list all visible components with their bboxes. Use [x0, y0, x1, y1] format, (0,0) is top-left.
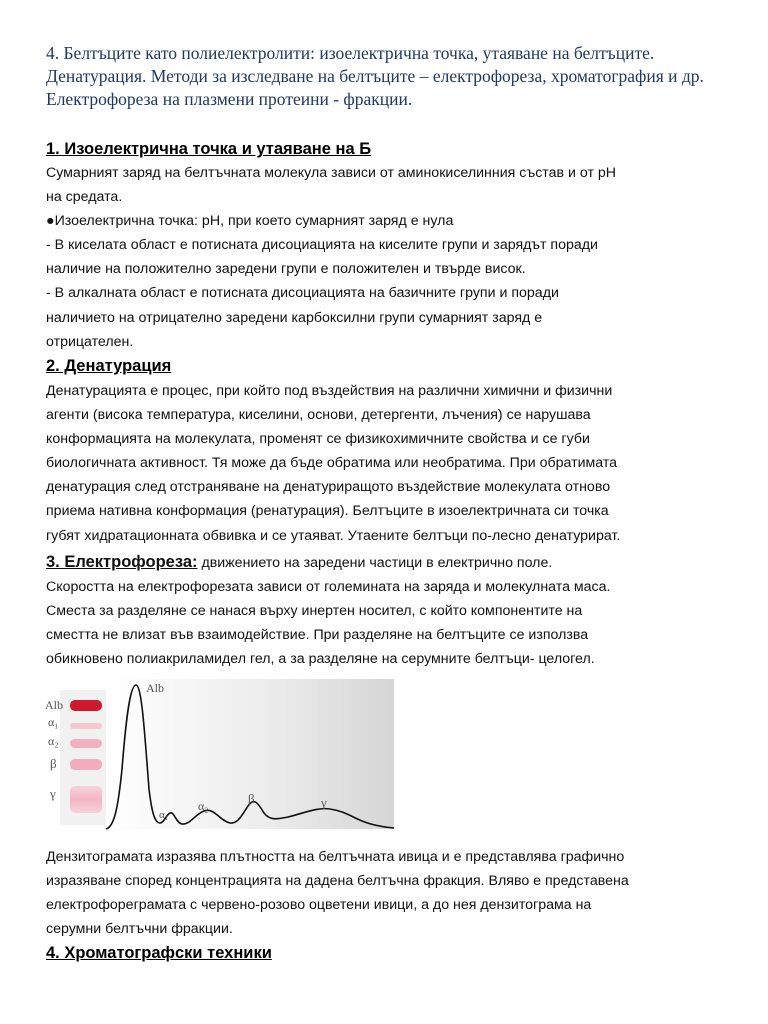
- text-line: наличие на положително заредени групи е положителен и твърде висок.: [46, 261, 526, 278]
- text-line: агенти (висока температура, киселини, основи, детергенти, лъчения) се нарушава: [46, 407, 591, 424]
- text-line: денатурация след отстраняване на денатуриращото въздействие молекулата отново: [46, 479, 611, 496]
- text-line: Денатурацията е процес, при който под въздействия на различни химични и физични: [46, 383, 613, 399]
- text-line: серумни белтъчни фракции.: [46, 921, 233, 938]
- figure-caption: [46, 845, 726, 941]
- strip-label-beta: β: [50, 756, 57, 771]
- band-gamma: [70, 786, 102, 813]
- text-line: обикновено полиакриламидел гел, а за разделяне на серумните белтъци- целогел.: [46, 651, 595, 668]
- peak-label-gamma: γ: [321, 795, 327, 810]
- text-line: - В киселата област е потисната дисоциацията на киселите групи и зарядът поради: [46, 237, 598, 254]
- text-line: - В алкалната област е потисната дисоциацията на базичните групи и поради: [46, 285, 559, 302]
- text-line: сместта не влизат във взаимодействие. При разделяне на белтъците се използва: [46, 627, 589, 644]
- strip-label-alpha1: α₁: [48, 715, 59, 729]
- section-3-heading-line: [46, 550, 726, 575]
- text-line: приема нативна конформация (ренатурация). Белтъците в изоелектричната си точка: [46, 503, 609, 520]
- section-1-body: [46, 161, 726, 354]
- text-line: биологичната активност. Тя може да бъде обратима или необратима. При обратимата: [46, 455, 618, 472]
- band-alpha2: [70, 739, 102, 748]
- text-line: Сместа за разделяне се нанася върху инертен носител, с който компонентите на: [46, 603, 583, 620]
- peak-label-alpha2: α₂: [198, 799, 209, 813]
- peak-label-alpha1: α₁: [159, 809, 169, 821]
- section-2-body: [46, 379, 726, 548]
- text-line: Скоростта на електрофорезата зависи от големината на заряда и молекулната маса.: [46, 579, 611, 596]
- text-line: отрицателен.: [46, 333, 134, 350]
- strip-label-alpha2: α₂: [48, 734, 59, 748]
- band-albumin: [70, 700, 102, 711]
- section-1-heading: 1. Изоелектрична точка и утаяване на Б: [46, 140, 372, 158]
- document-title: 4. Белтъците като полиелектролити: изоелектрична точка, утаяване на белтъците. Денатурация. Методи за изследване на белтъците – електрофореза, хроматография и др. Електрофореза на плазмени протеини - фракции.: [46, 43, 704, 109]
- band-beta: [70, 759, 102, 770]
- section-4-heading: 4. Хроматографски техники: [46, 944, 272, 962]
- text-line: на средата.: [46, 189, 123, 206]
- band-alpha1: [70, 723, 102, 729]
- text-line: наличието на отрицателно заредени карбоксилни групи сумарният заряд е: [46, 309, 543, 326]
- strip-label-gamma: γ: [50, 786, 56, 801]
- section-3-heading: 3. Електрофореза:: [46, 553, 198, 571]
- text-line: губят хидратационната обвивка и се утаяват. Утаените белтъци по-лесно денатурират.: [46, 527, 621, 544]
- densitogram-curve: [106, 685, 394, 829]
- peak-label-alb: Alb: [146, 681, 164, 695]
- strip-label-alb: Alb: [45, 698, 63, 712]
- text-line: конформацията на молекулата, променят се физикохимичните свойства и се губи: [46, 431, 590, 448]
- section-3-heading-rest: движението на заредени частици в електрично поле.: [197, 555, 553, 571]
- text-line: изразяване според концентрацията на дадена белтъчна фракция. Вляво е представена: [46, 873, 629, 890]
- text-line: Сумарният заряд на белтъчната молекула зависи от аминокиселинния състав и от рН: [46, 165, 617, 181]
- section-3-body: [46, 550, 726, 671]
- peak-label-beta: β: [248, 791, 255, 806]
- section-2-heading: 2. Денатурация: [46, 357, 172, 375]
- text-line: ●Изоелектрична точка: рН, при което сумарният заряд е нула: [46, 213, 454, 230]
- text-line: електрофореграмата с червено-розово оцветени ивици, а до нея дензитограма на: [46, 897, 592, 914]
- text-line: Дензитограмата изразява плътността на белтъчната ивица и е представлява графично: [46, 849, 625, 865]
